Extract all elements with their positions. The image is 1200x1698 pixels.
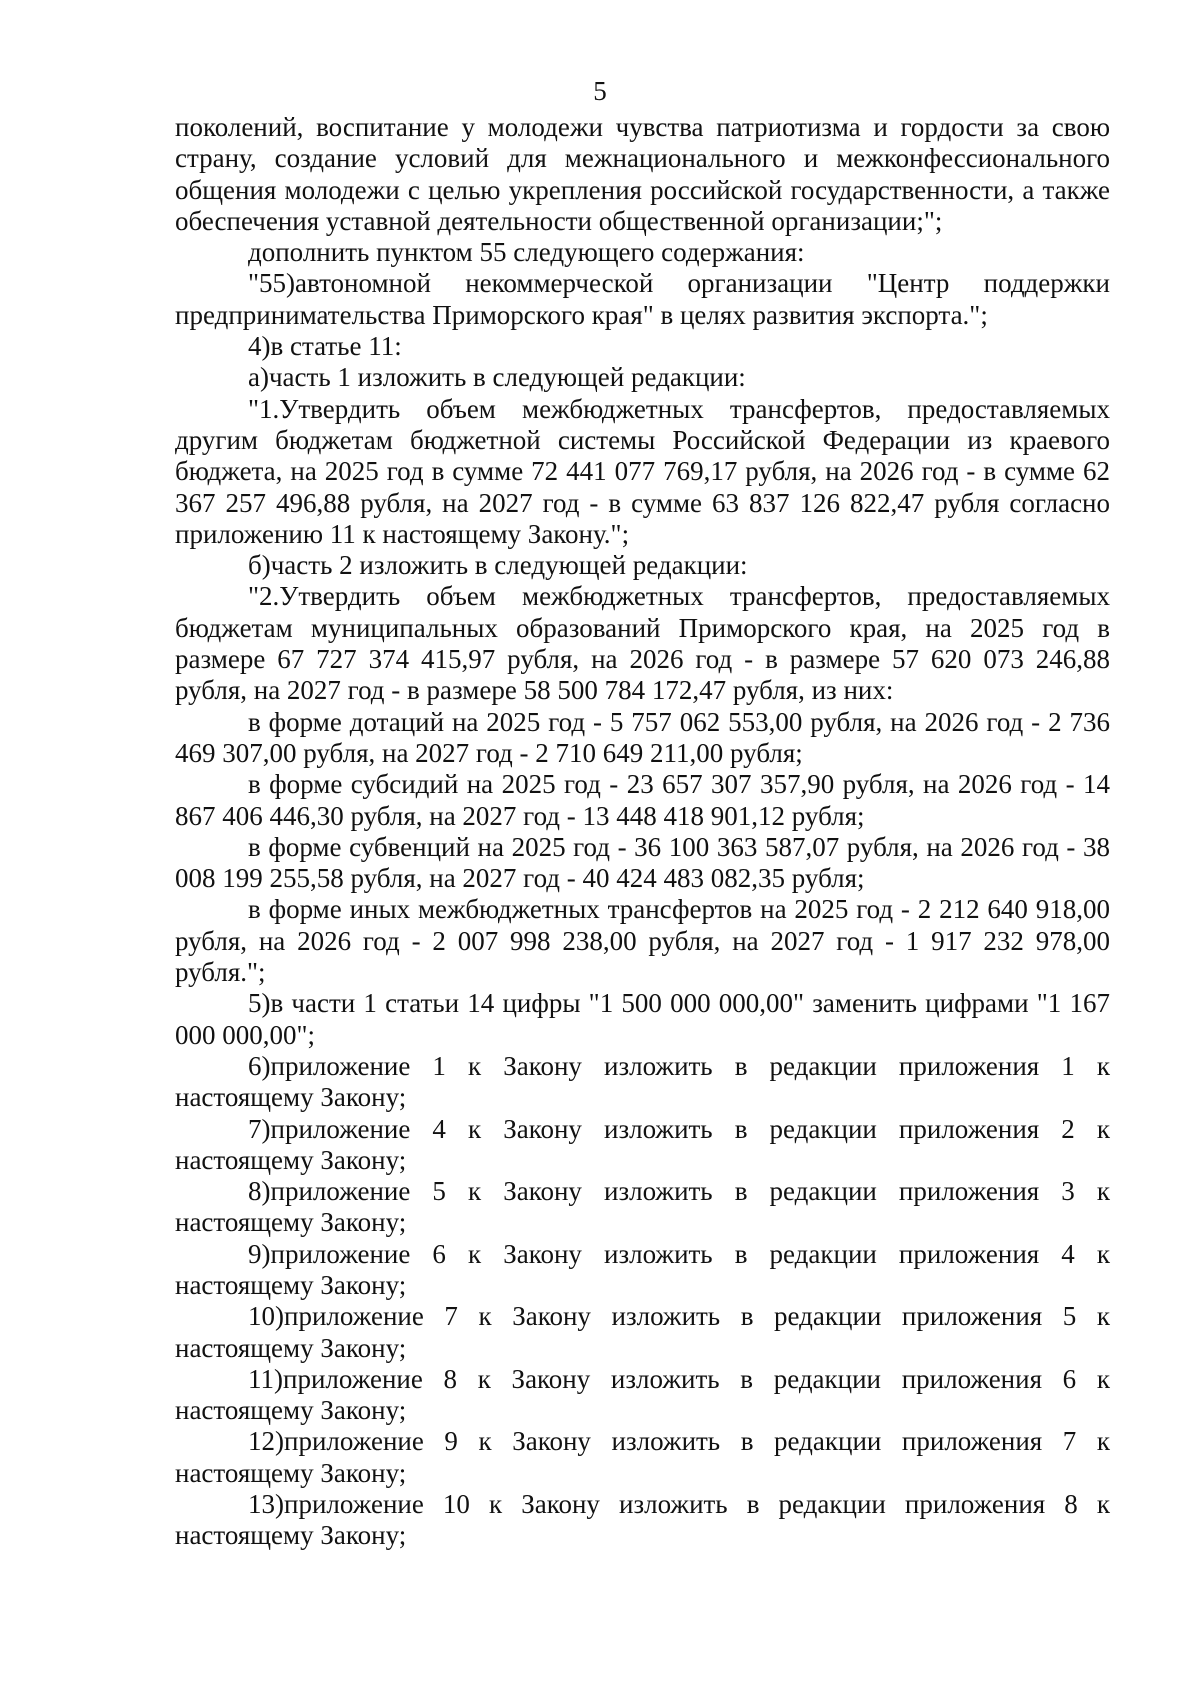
- paragraph-item-4a: а)часть 1 изложить в следующей редакции:: [248, 362, 746, 393]
- paragraph-item-6: 6)приложение 1 к Закону изложить в редакции приложения 1 к настоящему Закону;: [175, 1050, 1110, 1113]
- paragraph-continuation: поколений, воспитание у молодежи чувства патриотизма и гордости за свою страну, создание условий для межнационального и межконфессионального общения молодежи с целью укрепления российской государственности, а также обеспечения уставной деятельности общественной организации;";: [175, 112, 1110, 236]
- page-number: 5: [593, 76, 607, 106]
- paragraph-item-12: 12)приложение 9 к Закону изложить в редакции приложения 7 к настоящему Закону;: [175, 1426, 1110, 1488]
- paragraph-item-5: 5)в части 1 статьи 14 цифры "1 500 000 000,00" заменить цифрами "1 167 000 000,00";: [175, 988, 1110, 1050]
- paragraph-add-point-55: дополнить пунктом 55 следующего содержания:: [248, 237, 805, 268]
- paragraph-part-2-text: "2.Утвердить объем межбюджетных трансфертов, предоставляемых бюджетам муниципальных образований Приморского края, на 2025 год в размере 67 727 374 415,97 рубля, на 2026 год - в размере 57 620 073 246,88 рубля, на 2027 год - в размере 58 500 784 172,47 рубля, из них:: [175, 581, 1110, 706]
- paragraph-part-1-text: "1.Утвердить объем межбюджетных трансфертов, предоставляемых другим бюджетам бюджетной системы Российской Федерации из краевого бюджета, на 2025 год в сумме 72 441 077 769,17 рубля, на 2026 год - в сумме 62 367 257 496,88 рубля, на 2027 год - в сумме 63 837 126 822,47 рубля согласно приложению 11 к настоящему Закону.";: [175, 393, 1110, 549]
- paragraph-item-10: 10)приложение 7 к Закону изложить в редакции приложения 5 к настоящему Закону;: [175, 1301, 1110, 1363]
- paragraph-item-4b: б)часть 2 изложить в следующей редакции:: [248, 550, 748, 581]
- paragraph-item-13: 13)приложение 10 к Закону изложить в редакции приложения 8 к настоящему Закону;: [175, 1489, 1110, 1551]
- paragraph-item-7: 7)приложение 4 к Закону изложить в редакции приложения 2 к настоящему Закону;: [175, 1113, 1110, 1175]
- paragraph-point-55-text: "55)автономной некоммерческой организации "Центр поддержки предпринимательства Приморского края" в целях развития экспорта.";: [175, 268, 1110, 330]
- paragraph-item-9: 9)приложение 6 к Закону изложить в редакции приложения 4 к настоящему Закону;: [175, 1238, 1110, 1300]
- paragraph-item-4: 4)в статье 11:: [248, 331, 402, 362]
- paragraph-item-8: 8)приложение 5 к Закону изложить в редакции приложения 3 к настоящему Закону;: [175, 1176, 1110, 1238]
- document-body: [175, 112, 1110, 1552]
- paragraph-subsidies: в форме субсидий на 2025 год - 23 657 307 357,90 рубля, на 2026 год - 14 867 406 446,30 рубля, на 2027 год - 13 448 418 901,12 рубля;: [175, 769, 1110, 831]
- paragraph-item-11: 11)приложение 8 к Закону изложить в редакции приложения 6 к настоящему Закону;: [175, 1363, 1110, 1426]
- paragraph-subventions: в форме субвенций на 2025 год - 36 100 363 587,07 рубля, на 2026 год - 38 008 199 255,58 рубля, на 2027 год - 40 424 483 082,35 рубля;: [175, 831, 1110, 894]
- paragraph-dotations: в форме дотаций на 2025 год - 5 757 062 553,00 рубля, на 2026 год - 2 736 469 307,00 рубля, на 2027 год - 2 710 649 211,00 рубля;: [175, 706, 1110, 768]
- paragraph-other-transfers: в форме иных межбюджетных трансфертов на 2025 год - 2 212 640 918,00 рубля, на 2026 год - 2 007 998 238,00 рубля, на 2027 год - 1 917 232 978,00 рубля.";: [175, 894, 1110, 988]
